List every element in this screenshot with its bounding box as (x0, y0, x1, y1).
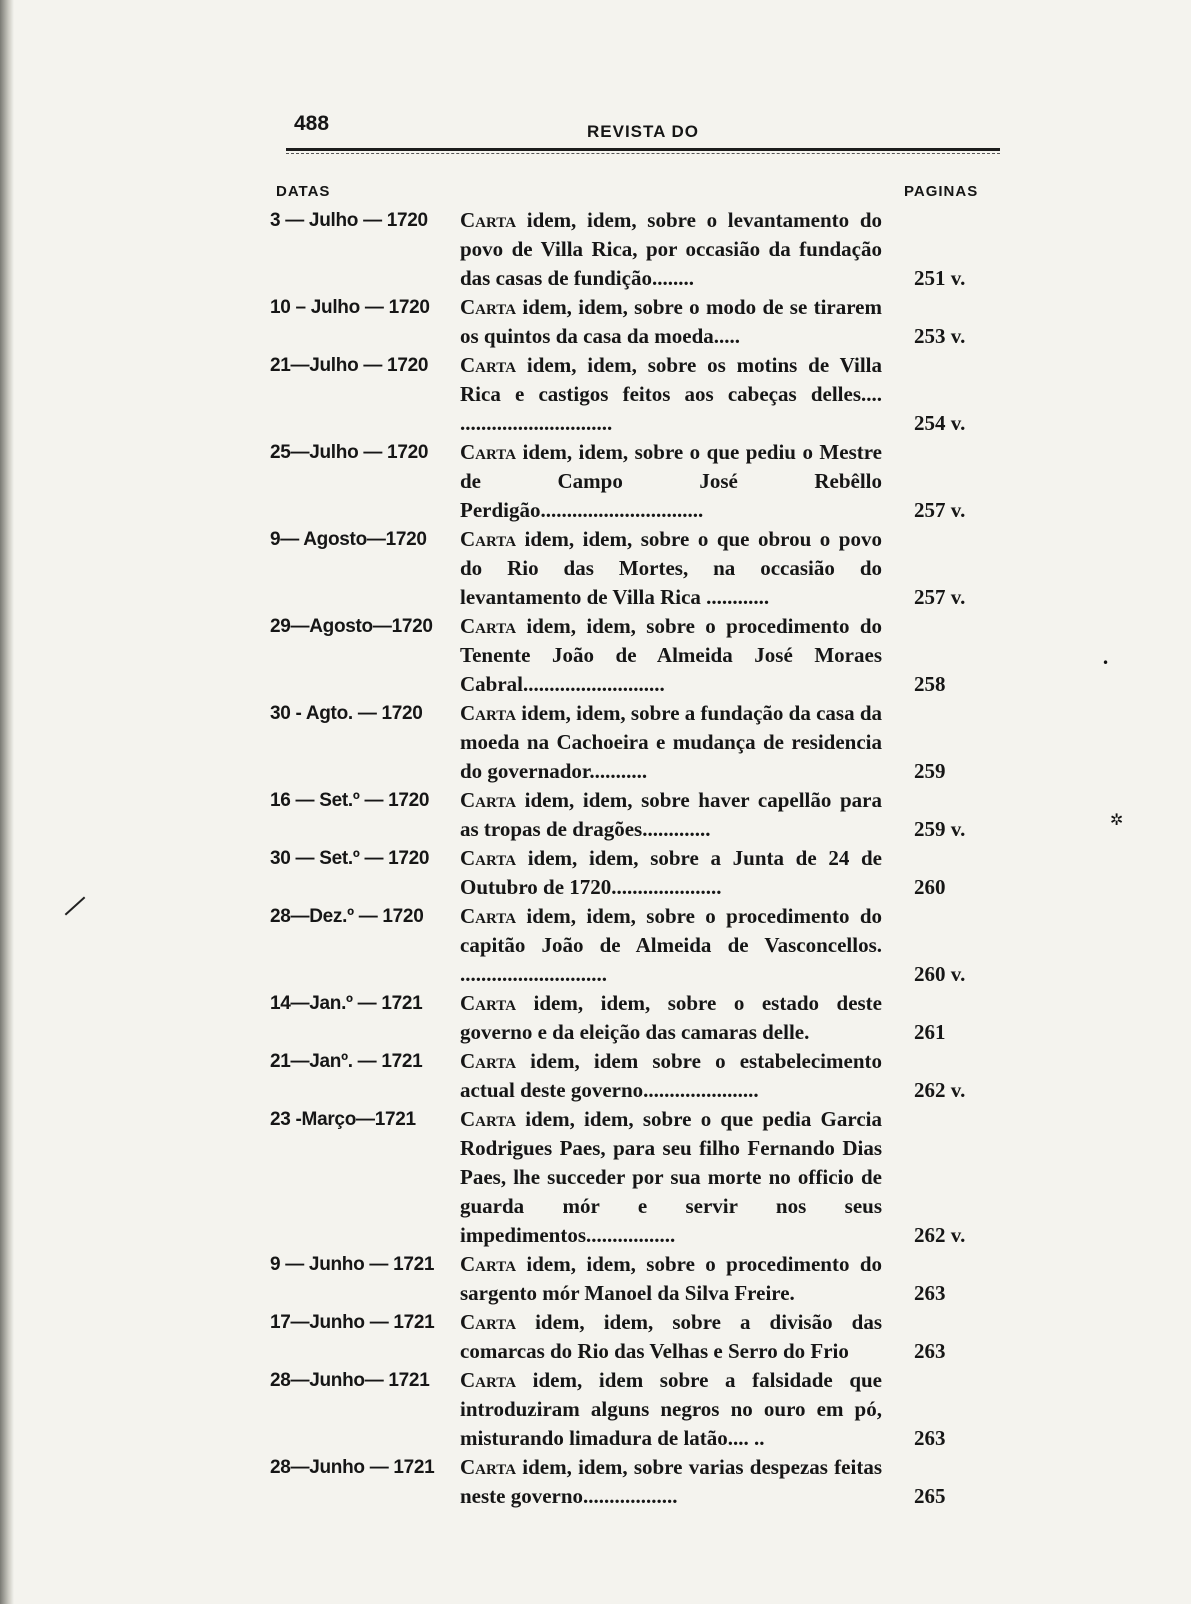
ink-speck: • (1102, 656, 1110, 670)
index-entry (0, 1250, 1191, 1308)
page-header (286, 112, 1000, 152)
entry-label: Carta (460, 1049, 517, 1073)
entry-date: 21—Janº. — 1721 (270, 1051, 423, 1072)
entry-label: Carta (460, 788, 517, 812)
entry-label: Carta (460, 1455, 517, 1479)
column-heading-pages: PAGINAS (904, 183, 979, 200)
entry-text: idem, idem, sobre varias despezas feitas neste governo.................. (460, 1455, 882, 1508)
entry-description (460, 438, 882, 525)
index-entry (0, 1366, 1191, 1453)
entry-date: 23 -Março—1721 (270, 1109, 416, 1130)
entry-description (460, 786, 882, 844)
entry-page-ref: 254 v. (914, 411, 966, 435)
index-entry (0, 844, 1191, 902)
entry-description (460, 351, 882, 438)
entry-label: Carta (460, 991, 517, 1015)
entry-text: idem, idem, sobre a Junta de 24 de Outubro de 1720..................... (460, 846, 882, 899)
entry-text: idem, idem, sobre o que obrou o povo do Rio das Mortes, na occasião do levantamento de Villa Rica ............ (460, 527, 882, 609)
entry-page-ref: 263 (914, 1339, 946, 1363)
entry-text: idem, idem, sobre o modo de se tirarem os quintos da casa da moeda..... (460, 295, 882, 348)
entry-text: idem, idem, sobre a fundação da casa da moeda na Cachoeira e mudança de residencia do governador........... (460, 701, 883, 783)
entry-label: Carta (460, 1368, 517, 1392)
index-entry (0, 786, 1191, 844)
entry-description (460, 844, 882, 902)
index-entry (0, 525, 1191, 612)
index-entry (0, 989, 1191, 1047)
index-entry (0, 699, 1191, 786)
entry-date: 3 — Julho — 1720 (270, 210, 428, 231)
entry-date: 16 — Set.º — 1720 (270, 790, 430, 811)
entry-page-ref: 259 (914, 759, 946, 783)
entry-label: Carta (460, 701, 517, 725)
entry-description (460, 1366, 882, 1453)
entry-text: idem, idem, sobre haver capellão para as tropas de dragões............. (460, 788, 882, 841)
entry-date: 30 - Agto. — 1720 (270, 703, 423, 724)
entry-date: 25—Julho — 1720 (270, 442, 429, 463)
page-number: 488 (294, 112, 330, 135)
running-title: REVISTA DO (586, 122, 699, 141)
index-entry (0, 1308, 1191, 1366)
entry-description (460, 206, 882, 293)
entry-label: Carta (460, 614, 517, 638)
index-entries (0, 206, 1191, 1511)
entry-page-ref: 262 v. (914, 1223, 966, 1247)
entry-page-ref: 263 (914, 1426, 946, 1450)
index-entry (0, 1453, 1191, 1511)
entry-label: Carta (460, 846, 517, 870)
entry-date: 9— Agosto—1720 (270, 529, 427, 550)
entry-date: 29—Agosto—1720 (270, 616, 433, 637)
entry-description (460, 699, 882, 786)
index-entry (0, 612, 1191, 699)
ink-speck: ✲ (1110, 810, 1124, 829)
entry-text: idem, idem, sobre o que pedia Garcia Rodrigues Paes, para seu filho Fernando Dias Paes, lhe succeder por sua morte no officio de guarda mór e servir nos seus impedimentos................. (460, 1107, 882, 1247)
entry-date: 28—Junho— 1721 (270, 1370, 430, 1391)
entry-description (460, 989, 882, 1047)
header-rule-wavy (286, 153, 1000, 154)
entry-page-ref: 260 v. (914, 962, 966, 986)
entry-label: Carta (460, 295, 517, 319)
entry-page-ref: 251 v. (914, 266, 966, 290)
index-entry (0, 351, 1191, 438)
entry-date: 10 – Julho — 1720 (270, 297, 430, 318)
entry-page-ref: 260 (914, 875, 946, 899)
entry-text: idem, idem, sobre o procedimento do sargento mór Manoel da Silva Freire. (460, 1252, 882, 1305)
entry-description (460, 293, 882, 351)
entry-text: idem, idem, sobre o procedimento do capitão João de Almeida de Vasconcellos. ............................ (460, 904, 882, 986)
entry-description (460, 1453, 882, 1511)
entry-label: Carta (460, 1252, 517, 1276)
index-entry (0, 438, 1191, 525)
entry-description (460, 902, 882, 989)
entry-page-ref: 259 v. (914, 817, 966, 841)
entry-label: Carta (460, 353, 517, 377)
entry-description (460, 612, 882, 699)
entry-date: 28—Junho — 1721 (270, 1457, 435, 1478)
entry-page-ref: 261 (914, 1020, 946, 1044)
entry-text: idem, idem sobre a falsidade que introduziram alguns negros no ouro em pó, misturando limadura de latão.... .. (460, 1368, 882, 1450)
entry-description (460, 1250, 882, 1308)
entry-text: idem, idem, sobre os motins de Villa Rica e castigos feitos aos cabeças delles.... ............................. (460, 353, 882, 435)
entry-page-ref: 262 v. (914, 1078, 966, 1102)
entry-text: idem, idem, sobre a divisão das comarcas do Rio das Velhas e Serro do Frio (460, 1310, 882, 1363)
entry-description (460, 1047, 882, 1105)
entry-label: Carta (460, 1310, 517, 1334)
entry-label: Carta (460, 208, 517, 232)
index-entry (0, 293, 1191, 351)
entry-date: 9 — Junho — 1721 (270, 1254, 435, 1275)
entry-text: idem, idem, sobre o procedimento do Tenente João de Almeida José Moraes Cabral........................... (460, 614, 882, 696)
entry-date: 21—Julho — 1720 (270, 355, 429, 376)
entry-description (460, 1105, 882, 1250)
entry-date: 17—Junho — 1721 (270, 1312, 435, 1333)
entry-description (460, 1308, 882, 1366)
index-entry (0, 902, 1191, 989)
entry-text: idem, idem sobre o estabelecimento actual deste governo...................... (460, 1049, 882, 1102)
entry-description (460, 525, 882, 612)
entry-text: idem, idem, sobre o que pediu o Mestre de Campo José Rebêllo Perdigão............................... (460, 440, 882, 522)
entry-text: idem, idem, sobre o estado deste governo e da eleição das camaras delle. (460, 991, 882, 1044)
entry-label: Carta (460, 1107, 517, 1131)
entry-page-ref: 253 v. (914, 324, 966, 348)
entry-label: Carta (460, 904, 517, 928)
index-entry (0, 1105, 1191, 1250)
header-rule (286, 148, 1000, 151)
entry-text: idem, idem, sobre o levantamento do povo de Villa Rica, por occasião da fundação das casas de fundição........ (460, 208, 882, 290)
entry-label: Carta (460, 527, 517, 551)
entry-date: 14—Jan.º — 1721 (270, 993, 423, 1014)
entry-date: 28—Dez.º — 1720 (270, 906, 424, 927)
column-heading-dates: DATAS (276, 183, 331, 200)
entry-page-ref: 263 (914, 1281, 946, 1305)
entry-date: 30 — Set.º — 1720 (270, 848, 430, 869)
index-entry (0, 1047, 1191, 1105)
index-entry (0, 206, 1191, 293)
entry-page-ref: 258 (914, 672, 946, 696)
entry-label: Carta (460, 440, 517, 464)
entry-page-ref: 265 (914, 1484, 946, 1508)
entry-page-ref: 257 v. (914, 585, 966, 609)
entry-page-ref: 257 v. (914, 498, 966, 522)
